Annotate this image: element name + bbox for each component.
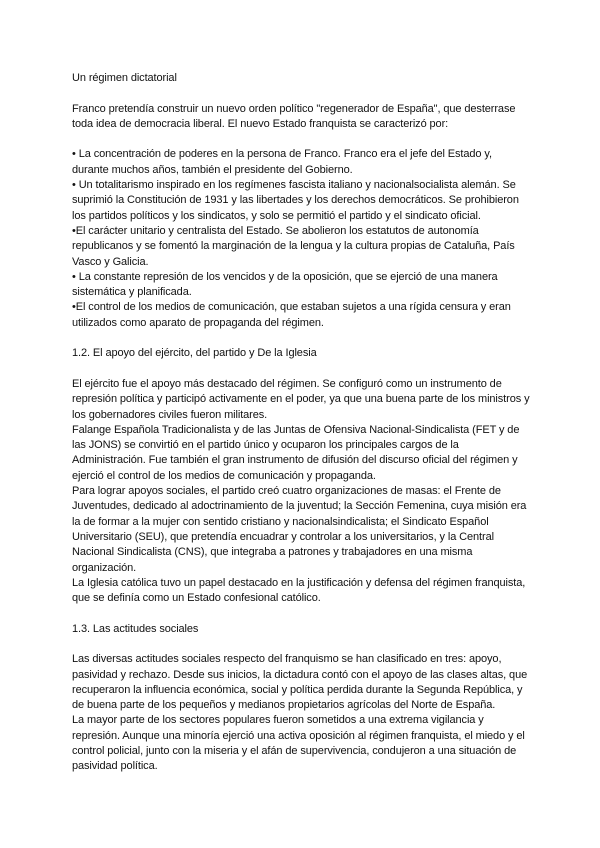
list-item: •El control de los medios de comunicación, que estaban sujetos a una rígida censura y eran utilizados como aparato de propaganda del régimen. bbox=[72, 301, 511, 329]
spacer bbox=[72, 132, 530, 147]
section-heading-1-3: 1.3. Las actitudes sociales bbox=[72, 622, 199, 635]
list-item: • La constante represión de los vencidos y de la oposición, que se ejerció de una manera sistemática y planificada. bbox=[72, 270, 498, 299]
paragraph: Falange Española Tradicionalista y de las Juntas de Ofensiva Nacional-Sindicalista (FET y de las JONS) se convirtió en el partido único y ocuparon los principales cargos de la Administración. Fue también el gran instrumento de difusión del discurso oficial del régimen y ejerció el control de los medios de comunicación y propaganda. bbox=[72, 423, 520, 482]
paragraph: La Iglesia católica tuvo un papel destacado en la justificación y defensa del régimen franquista, que se definía como un Estado confesional católico. bbox=[72, 576, 526, 605]
paragraph: El ejército fue el apoyo más destacado del régimen. Se configuró como un instrumento de represión política y participó activamente en el poder, ya que una buena parte de los ministros y los gobernadores civiles fueron militares. bbox=[72, 377, 530, 421]
intro-paragraph: Franco pretendía construir un nuevo orden político "regenerador de España", que desterrase toda idea de democracia liberal. El nuevo Estado franquista se caracterizó por: bbox=[72, 102, 516, 130]
document-body bbox=[72, 71, 530, 775]
document-title: Un régimen dictatorial bbox=[72, 72, 177, 84]
list-item: • Un totalitarismo inspirado en los regímenes fascista italiano y nacionalsocialista alemán. Se suprimió la Constitución de 1931 y las libertades y los derechos democráticos. Se prohibieron los partidos políticos y los sindicatos, y solo se permitió el partido y el sindicato oficial. bbox=[72, 179, 519, 222]
paragraph: Para lograr apoyos sociales, el partido creó cuatro organizaciones de masas: el Frente de Juventudes, dedicado al adoctrinamiento de la juventud; la Sección Femenina, cuya misión era la de formar a la mujer con sentido cristiano y nacionalsindicalista; el Sindicato Español Universitario (SEU), que pretendía encuadrar y controlar a los universitarios, y la Central Nacional Sindicalista (CNS), que integraba a patrones y trabajadores en una misma organización. bbox=[72, 485, 527, 574]
list-item: • La concentración de poderes en la persona de Franco. Franco era el jefe del Estado y, durante muchos años, también el presidente del Gobierno. bbox=[72, 148, 492, 176]
spacer bbox=[72, 362, 530, 377]
spacer bbox=[72, 606, 530, 621]
spacer bbox=[72, 637, 530, 652]
section-heading-1-2: 1.2. El apoyo del ejército, del partido y De la Iglesia bbox=[72, 347, 317, 360]
paragraph: Las diversas actitudes sociales respecto del franquismo se han clasificado en tres: apoyo, pasividad y rechazo. Desde sus inicios, la dictadura contó con el apoyo de las clases altas, que recuperaron la influencia económica, social y política perdida durante la Segunda República, y de buena parte de los pequeños y medianos propietarios agrícolas del Norte de España. bbox=[72, 653, 528, 712]
characteristics-list bbox=[72, 147, 530, 331]
list-item: •El carácter unitario y centralista del Estado. Se abolieron los estatutos de autonomía republicanos y se fomentó la marginación de la lengua y la cultura propias de Cataluña, País Vasco y Galicia. bbox=[72, 224, 515, 268]
spacer bbox=[72, 331, 530, 346]
spacer bbox=[72, 86, 530, 101]
paragraph: La mayor parte de los sectores populares fueron sometidos a una extrema vigilancia y represión. Aunque una minoría ejerció una activa oposición al régimen franquista, el miedo y el control policial, junto con la miseria y el afán de supervivencia, condujeron a una situación de pasividad política. bbox=[72, 714, 525, 773]
